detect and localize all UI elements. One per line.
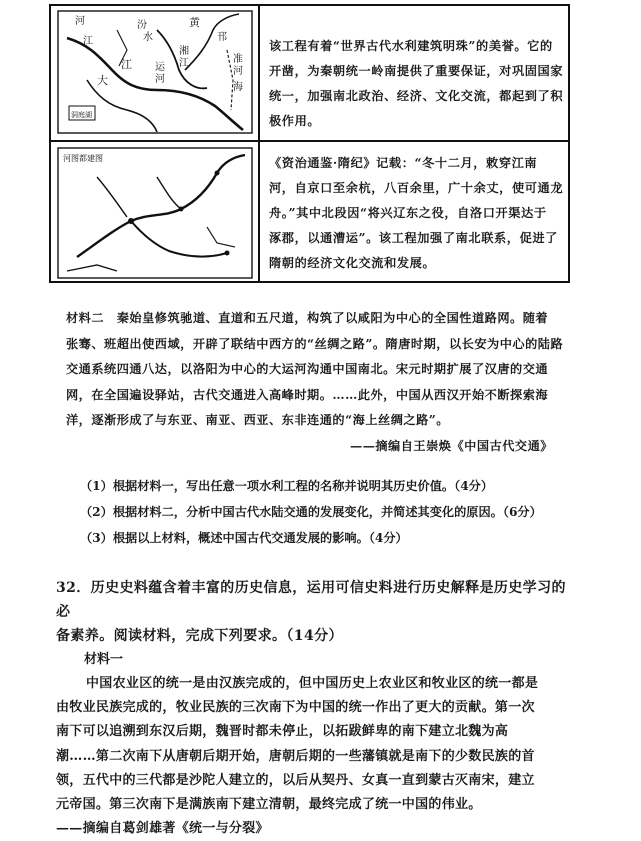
text-line: 该工程有着“世界古代水利建筑明珠”的美誉。它的	[269, 39, 553, 53]
text-line: 极作用。	[269, 114, 321, 128]
text-line: 开凿，为秦朝统一岭南提供了重要保证，对巩固国家	[269, 64, 564, 78]
map-label: 黄	[189, 16, 200, 29]
map-label: 汾	[137, 20, 147, 31]
text-line: 舟。”其中北段因“将兴辽东之役，自洛口开渠达于	[269, 206, 547, 220]
text-line: 领，五代中的三代都是沙陀人建立的，以后从契丹、女真一直到蒙古灭南宋，建立	[56, 772, 535, 788]
text-line: 潮……第二次南下从唐朝后期开始，唐朝后期的一些藩镇就是南下的少数民族的首	[56, 748, 535, 764]
text-line: 元帝国。第三次南下是满族南下建立清朝，最终完成了统一中国的伟业。	[56, 797, 482, 813]
map-label: 大	[97, 74, 108, 87]
text-line: 交通系统四通八达，以洛阳为中心的大运河沟通中国南北。宋元时期扩展了汉唐的交通	[66, 362, 549, 377]
canal-map-one	[57, 10, 253, 134]
map-label: 水	[143, 32, 153, 43]
row2-description	[269, 151, 565, 276]
material-one-table	[49, 4, 570, 283]
questions-31	[80, 473, 550, 551]
material-two-source: ——摘编自王崇焕《中国古代交通》	[350, 438, 553, 453]
text-line: 材料二 秦始皇修筑驰道、直道和五尺道，构筑了以咸阳为中心的全国性道路网。随着	[66, 311, 549, 325]
map-label: 海	[233, 82, 243, 93]
map-label: 河	[155, 74, 165, 85]
material-one-label: 材料一	[84, 652, 124, 667]
material-two	[66, 306, 569, 460]
table-row-divider	[51, 140, 568, 142]
question-item: （1）根据材料一，写出任意一项水利工程的名称并说明其历史价值。（4分）	[80, 479, 494, 493]
map-label: 准	[233, 54, 243, 65]
question-32-source: ——摘编自葛剑雄著《统一与分裂》	[56, 821, 269, 837]
map-label: 江	[83, 36, 93, 47]
map-label: 江	[121, 58, 132, 71]
question-item: （3）根据以上材料，概述中国古代交通发展的影响。（4分）	[80, 531, 408, 545]
table-column-divider	[258, 6, 260, 281]
map-label: 运	[155, 62, 165, 73]
text-line: 由牧业民族完成的，牧业民族的三次南下为中国的统一作出了更大的贡献。第一次	[56, 700, 535, 716]
text-line: 《资治通鉴·隋纪》记载：“冬十二月，敕穿江南	[269, 156, 538, 170]
canal-map-two	[57, 147, 253, 279]
map-title: 河图都建图	[63, 154, 103, 163]
map-label: 邗	[217, 32, 227, 43]
map-label: 河	[75, 16, 85, 27]
map-label: 洞庭湖	[71, 111, 92, 119]
text-line: 隋朝的经济文化交流和发展。	[269, 256, 436, 270]
text-line: 张骞、班超出使西域，开辟了联结中西方的“丝绸之路”。隋唐时期，以长安为中心的陆路	[66, 336, 564, 351]
text-line: 备素养。阅读材料，完成下列要求。（14分）	[56, 628, 343, 644]
question-item: （2）根据材料二，分析中国古代水陆交通的发展变化，并简述其变化的原因。（6分）	[80, 505, 542, 519]
map-label: 湘	[179, 46, 189, 57]
map-label: 河	[233, 66, 243, 77]
text-line: 河，自京口至余杭，八百余里，广十余丈，使可通龙	[269, 181, 564, 195]
text-line: 中国农业区的统一是由汉族完成的，但中国历史上农业区和牧业区的统一都是	[86, 676, 539, 691]
text-line: 涿郡，以通漕运”。该工程加强了南北联系，促进了	[269, 231, 558, 245]
text-line: 网，在全国遍设驿站，古代交通进入高峰时期。……此外，中国从西汉开始不断探索海	[66, 387, 549, 402]
text-line: 统一，加强南北政治、经济、文化交流，都起到了积	[269, 89, 564, 103]
question-32-material	[56, 672, 576, 841]
text-line: 32．历史史料蕴含着丰富的历史信息，运用可信史料进行历史解释是历史学习的必	[56, 580, 566, 620]
row1-description	[269, 34, 565, 134]
question-32	[56, 576, 576, 841]
map-label: 江	[179, 58, 189, 69]
question-32-stem	[56, 576, 576, 648]
text-line: 洋，逐渐形成了与东亚、南亚、西亚、东非连通的“海上丝绸之路”。	[66, 413, 449, 428]
text-line: 南下可以追溯到东汉后期，魏晋时都未停止，以拓跋鲜卑的南下建立北魏为高	[56, 724, 509, 740]
